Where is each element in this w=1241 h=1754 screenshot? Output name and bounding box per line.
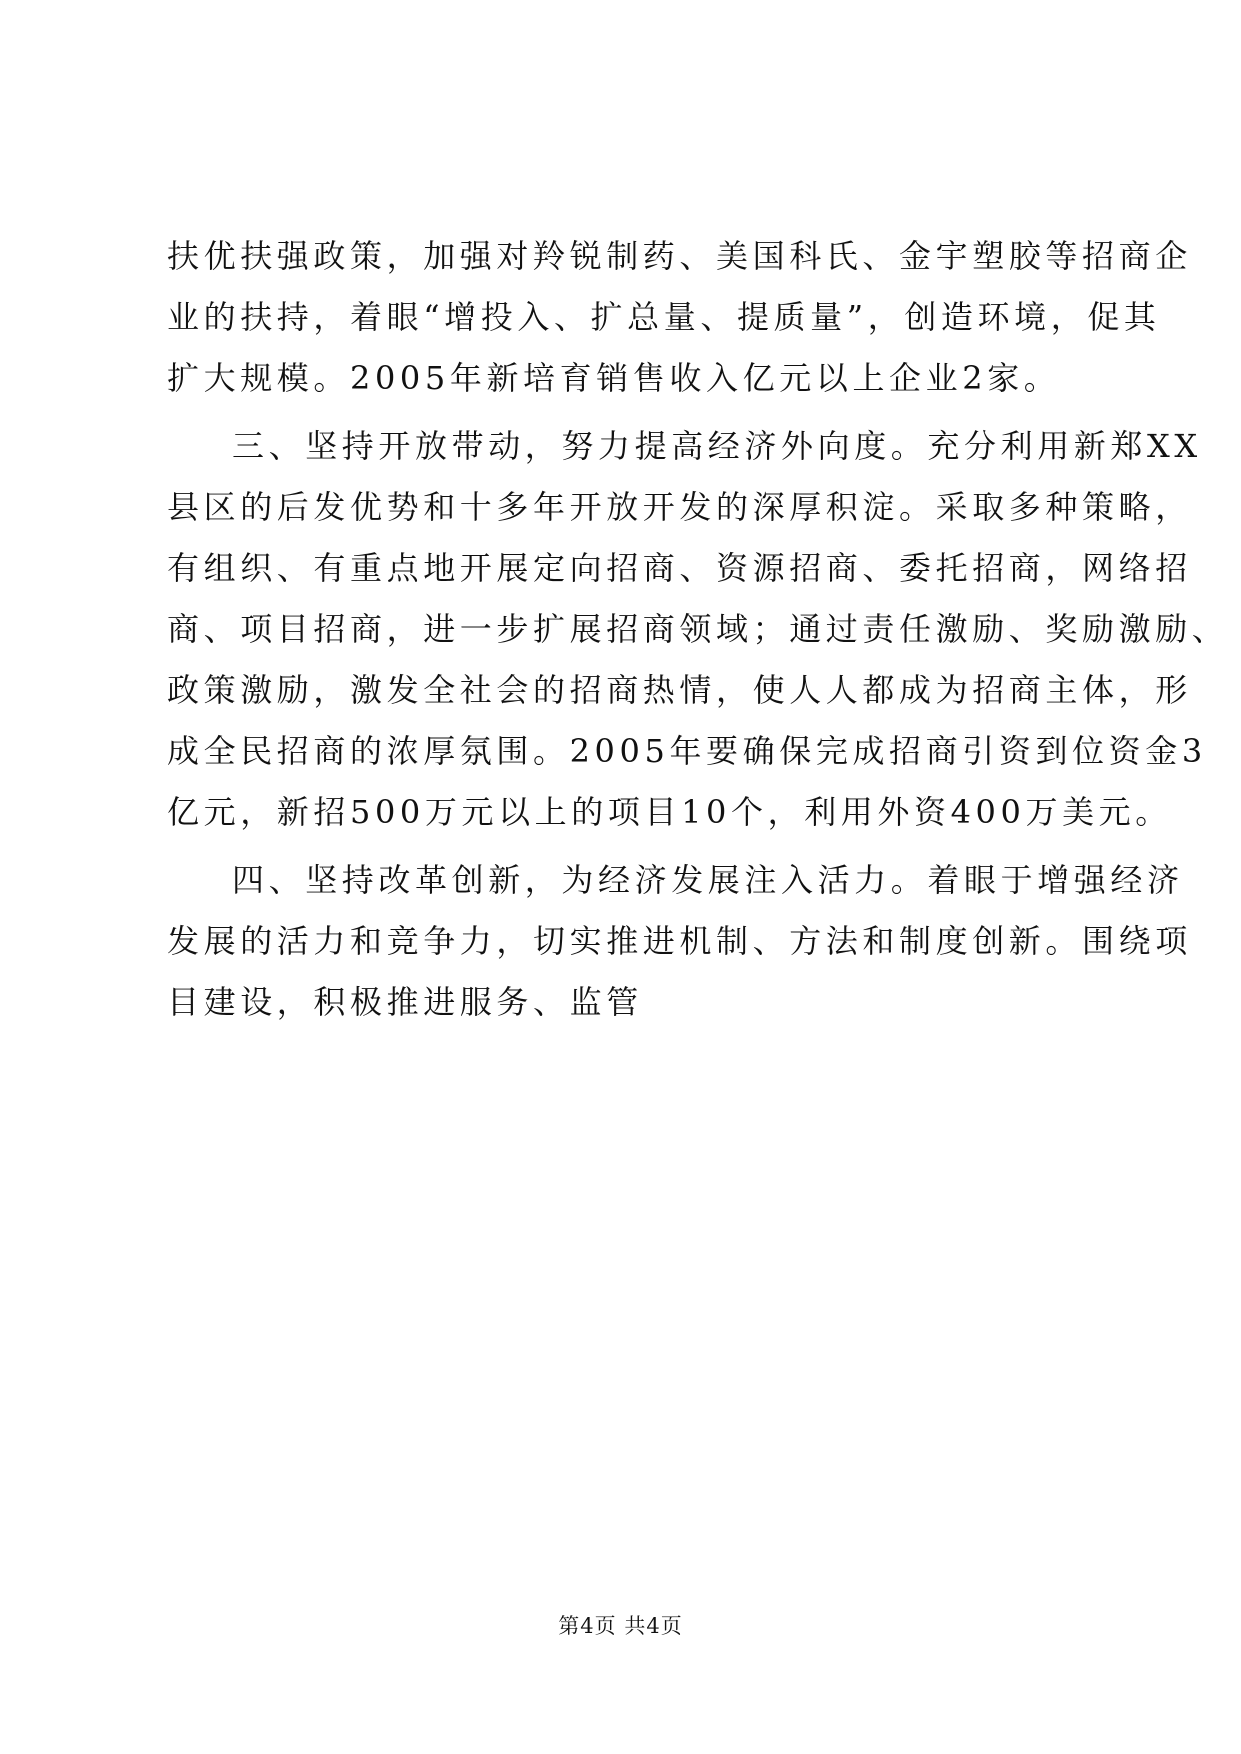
body-text-line: 业的扶持，着眼“增投入、扩总量、提质量”，创造环境，促其 bbox=[167, 298, 1161, 336]
body-text-line: 县区的后发优势和十多年开放开发的深厚积淀。采取多种策略， bbox=[167, 488, 1192, 526]
page-number-footer: 第4页 共4页 bbox=[558, 1614, 683, 1638]
body-text-line: 成全民招商的浓厚氛围。2005年要确保完成招商引资到位资金3 bbox=[167, 732, 1207, 770]
body-text-line: 政策激励，激发全社会的招商热情，使人人都成为招商主体，形 bbox=[167, 671, 1192, 709]
body-text-line: 有组织、有重点地开展定向招商、资源招商、委托招商，网络招 bbox=[167, 549, 1192, 587]
body-text-line: 目建设，积极推进服务、监管 bbox=[167, 983, 643, 1021]
body-text-line: 商、项目招商，进一步扩展招商领域；通过责任激励、奖励激励、 bbox=[167, 610, 1229, 648]
body-text-line: 发展的活力和竞争力，切实推进机制、方法和制度创新。围绕项 bbox=[167, 922, 1192, 960]
body-text-line: 扩大规模。2005年新培育销售收入亿元以上企业2家。 bbox=[167, 359, 1061, 397]
body-text-line: 扶优扶强政策，加强对羚锐制药、美国科氏、金宇塑胶等招商企 bbox=[167, 237, 1192, 275]
body-text-line: 亿元，新招500万元以上的项目10个，利用外资400万美元。 bbox=[167, 793, 1172, 831]
section-heading-line: 三、坚持开放带动，努力提高经济外向度。充分利用新郑XX bbox=[232, 427, 1202, 465]
section-heading-line: 四、坚持改革创新，为经济发展注入活力。着眼于增强经济 bbox=[232, 861, 1184, 899]
